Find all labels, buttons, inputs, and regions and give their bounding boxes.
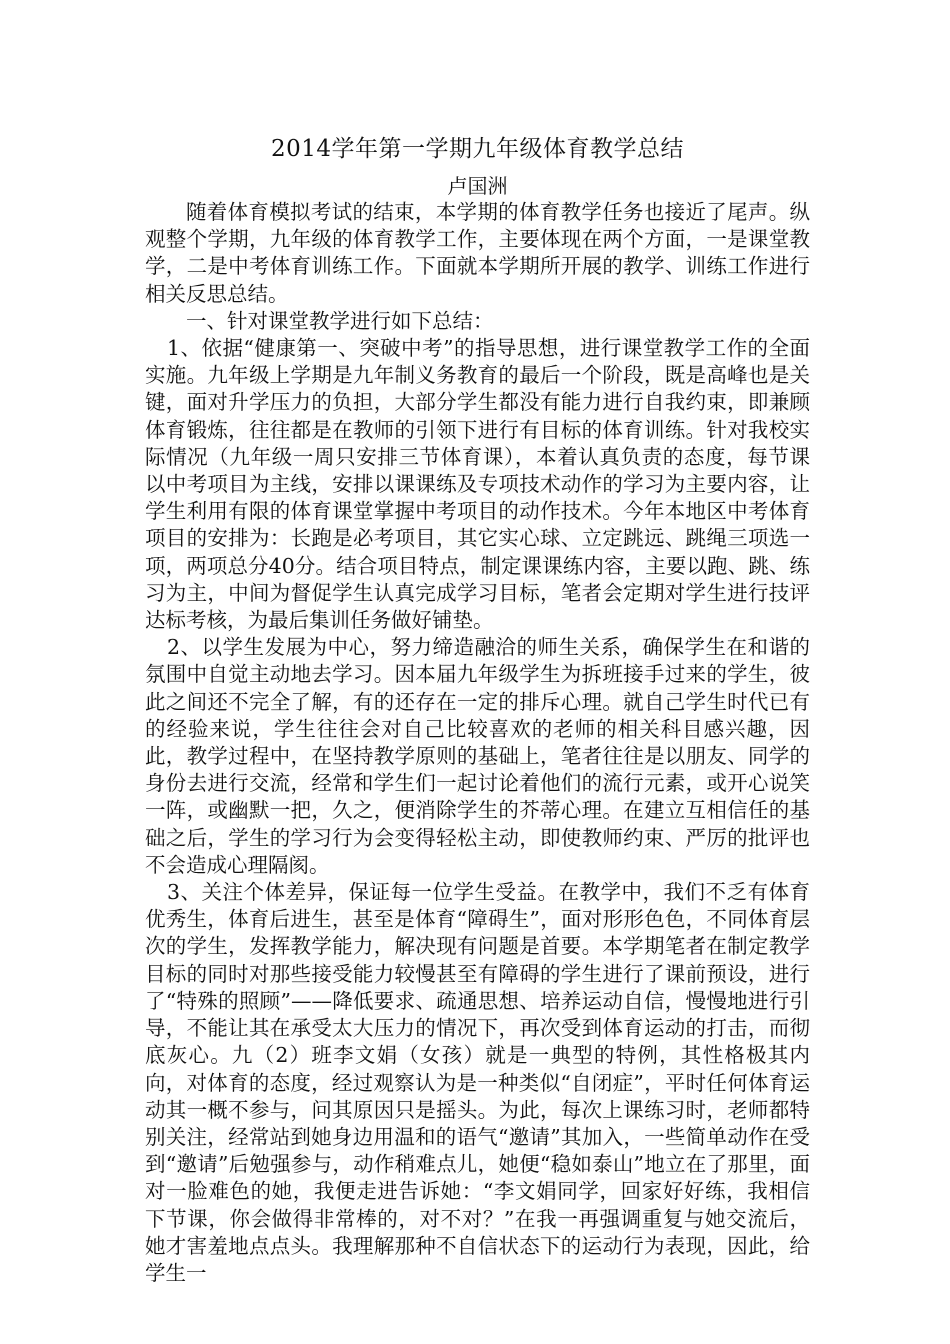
paragraph-point-2: 2、以学生发展为中心，努力缔造融洽的师生关系，确保学生在和谐的氛围中自觉主动地去学习。因本届九年级学生为拆班接手过来的学生，彼此之间还不完全了解，有的还存在一定的排斥心理。就自己学生时代已有的经验来说，学生往往会对自己比较喜欢的老师的相关科目感兴趣，因此，教学过程中，在坚持教学原则的基础上，笔者往往是以朋友、同学的身份去进行交流，经常和学生们一起讨论着他们的流行元素，或开心说笑一阵，或幽默一把，久之，便消除学生的芥蒂心理。在建立互相信任的基础之后，学生的学习行为会变得轻松主动，即使教师约束、严厉的批评也不会造成心理隔阂。 [145,635,810,877]
paragraph-point-3: 3、关注个体差异，保证每一位学生受益。在教学中，我们不乏有体育优秀生，体育后进生，甚至是体育“障碍生”，面对形形色色，不同体育层次的学生，发挥教学能力，解决现有问题是首要。本学期笔者在制定教学目标的同时对那些接受能力较慢甚至有障碍的学生进行了课前预设，进行了“特殊的照顾”——降低要求、疏通思想、培养运动自信，慢慢地进行引导，不能让其在承受太大压力的情况下，再次受到体育运动的打击，而彻底灰心。九（2）班李文娟（女孩）就是一典型的特例，其性格极其内向，对体育的态度，经过观察认为是一种类似“自闭症”，平时任何体育运动其一概不参与，问其原因只是摇头。为此，每次上课练习时，老师都特别关注，经常站到她身边用温和的语气“邀请”其加入，一些简单动作在受到“邀请”后勉强参与，动作稍难点儿，她便“稳如泰山”地立在了那里，面对一脸难色的她，我便走进告诉她：“李文娟同学，回家好好练，我相信下节课，你会做得非常棒的，对不对？”在我一再强调重复与她交流后，她才害羞地点点头。我理解那种不自信状态下的运动行为表现，因此，给学生一 [145,880,810,1285]
paragraph-intro: 随着体育模拟考试的结束，本学期的体育教学任务也接近了尾声。纵观整个学期，九年级的体育教学工作，主要体现在两个方面，一是课堂教学，二是中考体育训练工作。下面就本学期所开展的教学、训练工作进行相关反思总结。 [145,200,810,306]
document-page [145,133,810,1287]
document-title: 2014学年第一学期九年级体育教学总结 [270,136,685,162]
paragraph-point-1: 1、依据“健康第一、突破中考”的指导思想，进行课堂教学工作的全面实施。九年级上学期是九年制义务教育的最后一个阶段，既是高峰也是关键，面对升学压力的负担，大部分学生都没有能力进行自我约束，即兼顾体育锻炼，往往都是在教师的引领下进行有目标的体育训练。针对我校实际情况（九年级一周只安排三节体育课），本着认真负责的态度，每节课以中考项目为主线，安排以课课练及专项技术动作的学习为主要内容，让学生利用有限的体育课堂掌握中考项目的动作技术。今年本地区中考体育项目的安排为：长跑是必考项目，其它实心球、立定跳远、跳绳三项选一项，两项总分40分。结合项目特点，制定课课练内容，主要以跑、跳、练习为主，中间为督促学生认真完成学习目标，笔者会定期对学生进行技评达标考核，为最后集训任务做好铺垫。 [145,336,810,633]
document-author: 卢国洲 [447,174,508,198]
section-heading: 一、针对课堂教学进行如下总结： [186,308,494,333]
